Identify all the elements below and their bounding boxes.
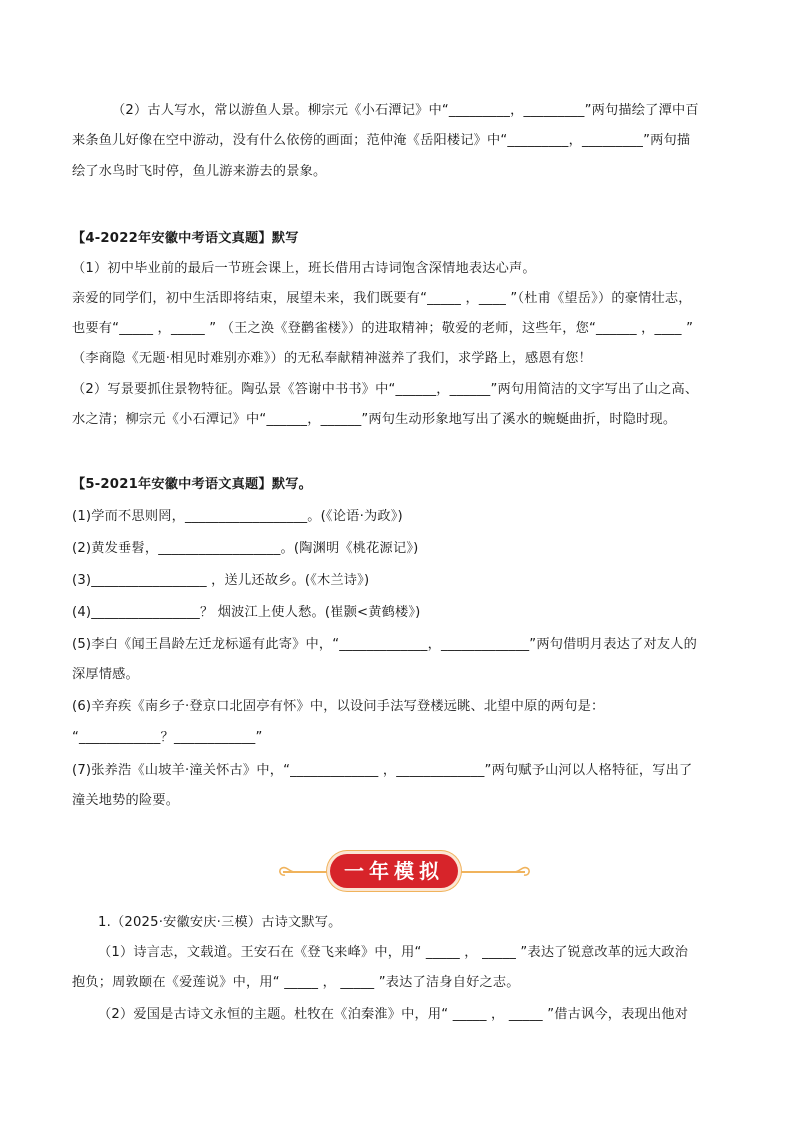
text-line: 抱负；周敦颐在《爱莲说》中，用“ _____ ， _____ ”表达了洁身自好之志。	[72, 975, 520, 990]
text-line: （2）爱国是古诗文永恒的主题。杜牧在《泊秦淮》中，用“ _____ ， _____ ”借古讽今，表现出他对	[98, 1007, 689, 1022]
text-line: (4)________________？ 烟波江上使人愁。(崔颢<黄鹤楼》)	[72, 605, 421, 620]
text-line: (7)张养浩《山坡羊·潼关怀古》中，“_____________ ，_____________”两句赋予山河以人格特征，写出了	[72, 763, 693, 778]
text-line: 也要有“_____ ，_____ ” （王之涣《登鹳雀楼》）的进取精神；敬爱的老师，这些年，您“______ ，____ ”	[72, 321, 694, 336]
text-line: （1）诗言志，文载道。王安石在《登飞来峰》中，用“ _____ ， _____ ”表达了锐意改革的远大政治	[98, 945, 689, 960]
section-badge: 一年模拟	[330, 854, 458, 888]
section-banner	[0, 850, 794, 894]
section-heading: 【4-2022年安徽中考语文真题】默写	[72, 231, 299, 246]
question-heading: 1.（2025·安徽安庆·三模）古诗文默写。	[98, 915, 342, 930]
text-line: （李商隐《无题·相见时难别亦难》）的无私奉献精神滋养了我们，求学路上，感恩有您！	[72, 351, 592, 366]
text-line: 深厚情感。	[72, 667, 139, 682]
text-line: (6)辛弃疾《南乡子·登京口北固亭有怀》中，以设问手法写登楼远眺、北望中原的两句是：	[72, 699, 605, 714]
text-line: (1)学而不思则罔，__________________。(《论语·为政》)	[72, 509, 403, 524]
text-line: 亲爱的同学们，初中生活即将结束，展望未来，我们既要有“_____ ，____ ”（杜甫《望岳》）的豪情壮志，	[72, 291, 692, 306]
text-line: (2)黄发垂髫，__________________。(陶渊明《桃花源记》)	[72, 541, 419, 556]
text-line: （2）写景要抓住景物特征。陶弘景《答谢中书书》中“______，______”两句用简洁的文字写出了山之高、	[72, 382, 699, 397]
text-line: 潼关地势的险要。	[72, 793, 180, 808]
text-line: 绘了水鸟时飞时停，鱼儿游来游去的景象。	[72, 164, 327, 179]
text-line: （2）古人写水，常以游鱼人景。柳宗元《小石潭记》中“_________，_________”两句描绘了潭中百	[112, 103, 699, 118]
text-line: (5)李白《闻王昌龄左迁龙标遥有此寄》中，“_____________，_____________”两句借明月表达了对友人的	[72, 637, 697, 652]
section-heading: 【5-2021年安徽中考语文真题】默写。	[72, 477, 312, 492]
banner-right-flourish-icon	[512, 863, 532, 881]
text-line: 来条鱼儿好像在空中游动，没有什么依傍的画面；范仲淹《岳阳楼记》中“_________，_________”两句描	[72, 133, 691, 148]
text-line: (3)_________________ ，送儿还故乡。(《木兰诗》)	[72, 573, 370, 588]
text-line: （1）初中毕业前的最后一节班会课上，班长借用古诗词饱含深情地表达心声。	[72, 261, 536, 276]
text-line: “____________？____________”	[72, 730, 263, 745]
banner-left-flourish-icon	[277, 863, 297, 881]
text-line: 水之清；柳宗元《小石潭记》中“______，______”两句生动形象地写出了溪水的蜿蜒曲折，时隐时现。	[72, 412, 677, 427]
